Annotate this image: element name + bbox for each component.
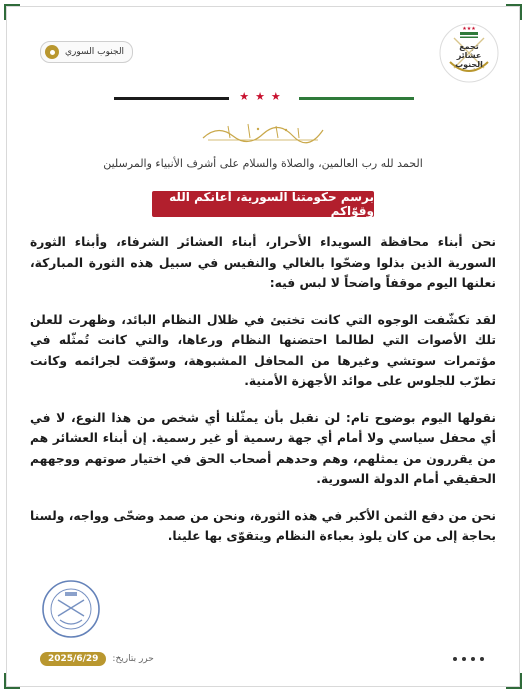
statement-body (30, 232, 496, 563)
date-row (40, 652, 154, 666)
basmala-calligraphy (198, 118, 328, 146)
emblem-logo (438, 22, 500, 84)
dot (471, 657, 475, 661)
svg-text:★★★: ★★★ (462, 26, 476, 32)
corner-ornament (4, 673, 20, 689)
paragraph: نحن من دفع الثمن الأكبر في هذه الثورة، ونحن من صمد وضحّى وواجه، ولسنا بحاجة إلى من كان يلوذ بعباءة النظام ويتقوّى بها علينا. (30, 508, 496, 543)
paragraph: نحن أبناء محافظة السويداء الأحرار، أبناء العشائر الشرفاء، وأبناء الثورة السورية الذين بذلوا وضحّوا بالغالي والنفيس في سبيل هذه الثورة المباركة، نعلنها اليوم موقفاً واضحاً لا لبس فيه: (30, 235, 496, 290)
date-badge: 2025/6/29 (40, 652, 106, 666)
emblem-line: الجنوب (455, 60, 483, 69)
corner-ornament (506, 673, 522, 689)
flag-green-segment (299, 97, 414, 100)
dot (453, 657, 457, 661)
dot (480, 657, 484, 661)
corner-ornament (506, 4, 522, 20)
seal-stamp-icon (40, 578, 102, 640)
flag-stars-icon: ★★★ (239, 90, 287, 103)
more-dots-icon (453, 657, 484, 661)
location-label: الجنوب السوري (65, 47, 125, 57)
basmala-calligraphy-icon (198, 118, 328, 146)
date-label: حرر بتاريخ: (112, 654, 154, 664)
addressee-banner: برسم حكومتنا السورية، أعانكم الله وقوّاكم (152, 191, 374, 217)
emblem-line: عشائر (456, 51, 482, 60)
opening-greeting: الحمد لله رب العالمين، والصلاة والسلام على أشرف الأنبياء والمرسلين (103, 157, 423, 170)
corner-ornament (4, 4, 20, 20)
location-tag (40, 41, 133, 63)
paragraph: نقولها اليوم بوضوح تام: لن نقبل بأن يمثّلنا أي شخص من هذا النوع، لا في أي محفل سياسي ولا أمام أي جهة رسمية أو غير رسمية. إن أبناء العشائر هم من يقررون من يمثلهم، وهم وحدهم أصحاب الحق في اختيار صوتهم ووجههم الحقيقي أمام الدولة السورية. (30, 410, 496, 486)
flag-black-segment (114, 97, 229, 100)
paragraph: لقد تكشّفت الوجوه التي كانت تختبئ في ظلال النظام البائد، وظهرت للعلن تلك الأصوات التي لطالما احتضنها النظام ورعاها، والتي كانت تُمثّله في مؤتمرات سوتشي وغيرها من المحافل المشبوهة، وسوّقت لجرائمه وكانت تطرّب للجلوس على موائد الأجهزة الأمنية. (30, 312, 496, 388)
dot (462, 657, 466, 661)
location-pin-icon (45, 45, 59, 59)
emblem-line: تجمع (459, 42, 479, 51)
emblem-text (438, 42, 500, 69)
seal-stamp (40, 578, 102, 640)
